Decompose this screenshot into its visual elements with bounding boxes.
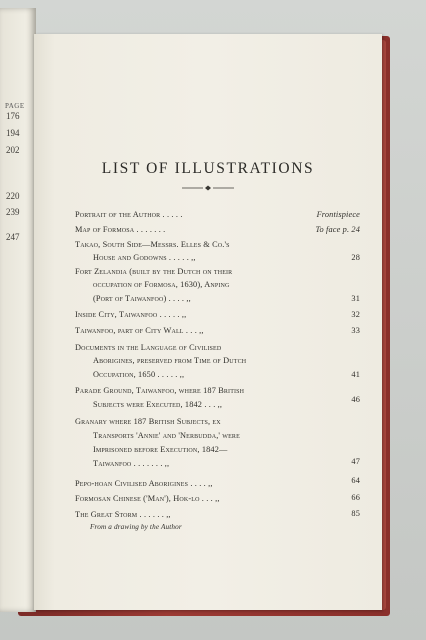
illustration-entry-line: Parade Ground, Taiwanfoo, where 187 British: [75, 386, 245, 395]
left-page-number: 194: [6, 128, 20, 138]
illustration-entry-line: Taiwanfoo, part of City Wall . . . ,,: [75, 326, 204, 335]
illustration-entry-line: Inside City, Taiwanfoo . . . . . ,,: [75, 310, 187, 319]
illustration-credit: From a drawing by the Author: [90, 523, 182, 531]
illustration-entry-line: occupation of Formosa, 1630), Anping: [93, 280, 230, 289]
left-page-edge: [0, 8, 36, 612]
illustration-entry-page: To face p. 24: [315, 225, 360, 234]
illustration-entry-page: 28: [351, 253, 360, 262]
illustration-entry-page: 85: [351, 509, 360, 518]
illustration-entry-line: Documents in the Language of Civilised: [75, 343, 222, 352]
illustration-entry-page: 31: [351, 294, 360, 303]
illustration-entry-page: 46: [351, 395, 360, 404]
illustration-entry-line: Taiwanfoo . . . . . . . ,,: [93, 459, 170, 468]
illustration-entry-line: Pepo-hoan Civilised Aborigines . . . . ,,: [75, 479, 213, 488]
left-page-number: 247: [6, 232, 20, 242]
illustration-entry-page: 66: [351, 493, 360, 502]
left-page-number: 176: [6, 111, 20, 121]
illustration-entry-line: House and Godowns . . . . . ,,: [93, 253, 196, 262]
illustration-entry-page: 32: [351, 310, 360, 319]
illustration-entry-line: Map of Formosa . . . . . . .: [75, 225, 166, 234]
illustration-entry-page: 41: [351, 370, 360, 379]
left-page-number: 239: [6, 207, 20, 217]
illustration-entry-line: Fort Zelandia (built by the Dutch on their: [75, 267, 233, 276]
ornament-divider: [180, 185, 236, 191]
illustration-entry-line: Subjects were Executed, 1842 . . . ,,: [93, 400, 223, 409]
illustration-entry-line: Portrait of the Author . . . . .: [75, 210, 183, 219]
illustration-entry-page: 47: [351, 457, 360, 466]
illustration-entry-line: The Great Storm . . . . . . ,,: [75, 510, 171, 519]
illustration-entry-line: (Port of Taiwanfoo) . . . . ,,: [93, 294, 191, 303]
left-page-number: 202: [6, 145, 20, 155]
illustration-entry-line: Granary where 187 British Subjects, ex: [75, 417, 221, 426]
page-title: LIST OF ILLUSTRATIONS: [101, 160, 315, 177]
illustration-entry-page: Frontispiece: [316, 210, 360, 219]
illustration-entry-line: Aborigines, preserved from Time of Dutch: [93, 356, 247, 365]
illustration-entry-line: Formosan Chinese ('Man'), Hok-lo . . . ,,: [75, 494, 220, 503]
book-page: [34, 34, 382, 610]
illustration-entry-page: 33: [351, 326, 360, 335]
left-page-number: 220: [6, 191, 20, 201]
illustration-entry-page: 64: [351, 476, 360, 485]
illustration-entry-line: Imprisoned before Execution, 1842—: [93, 445, 228, 454]
page-column-label: PAGE: [5, 102, 25, 110]
illustration-entry-line: Takao, South Side—Messrs. Elles & Co.'s: [75, 240, 230, 249]
illustration-entry-line: Transports 'Annie' and 'Nerbudda,' were: [93, 431, 240, 440]
illustration-entry-line: Occupation, 1650 . . . . . ,,: [93, 370, 185, 379]
